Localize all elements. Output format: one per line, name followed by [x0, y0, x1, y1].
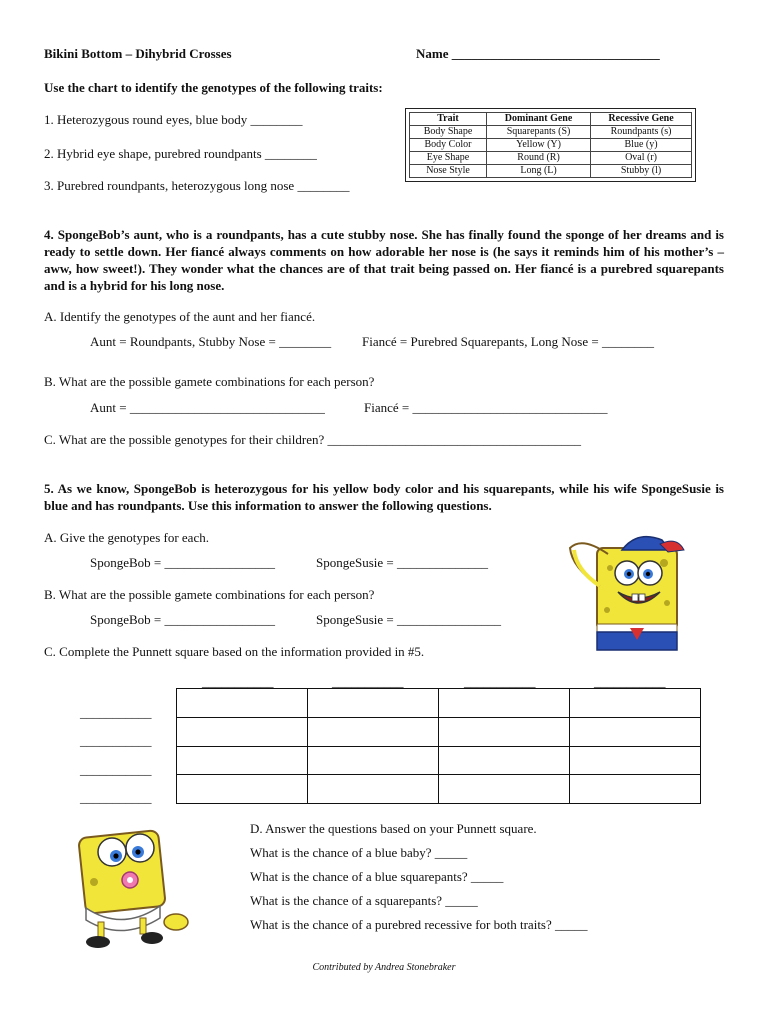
- punnett-row-label[interactable]: ___________: [80, 790, 152, 805]
- q5-c-prompt: C. Complete the Punnett square based on the information provided in #5.: [44, 644, 425, 659]
- table-cell: Oval (r): [591, 152, 692, 165]
- punnett-cell[interactable]: [308, 746, 439, 775]
- question-2[interactable]: 2. Hybrid eye shape, purebred roundpants ________: [44, 146, 317, 161]
- table-cell: Squarepants (S): [486, 126, 590, 139]
- punnett-cell[interactable]: [177, 717, 308, 746]
- punnett-cell[interactable]: [439, 689, 570, 718]
- trait-table-header: [410, 113, 692, 126]
- question-3[interactable]: 3. Purebred roundpants, heterozygous long nose ________: [44, 178, 350, 193]
- q5-d2-answer[interactable]: What is the chance of a blue squarepants? _____: [250, 869, 504, 884]
- footer-credit: Contributed by Andrea Stonebraker: [312, 962, 456, 973]
- punnett-cell[interactable]: [177, 775, 308, 804]
- q5-d1-answer[interactable]: What is the chance of a blue baby? _____: [250, 845, 468, 860]
- q5-d-prompt: D. Answer the questions based on your Punnett square.: [250, 821, 537, 836]
- table-cell: Stubby (l): [591, 165, 692, 178]
- punnett-cell[interactable]: [439, 746, 570, 775]
- question-5-text: 5. As we know, SpongeBob is heterozygous for his yellow body color and his squarepants, while his wife SpongeSusie is blue and has roundpants. Use this information to answer the following questions.: [44, 481, 724, 513]
- q5-a-spongebob-answer[interactable]: SpongeBob = _________________: [90, 555, 276, 570]
- q5-b-prompt: B. What are the possible gamete combinations for each person?: [44, 587, 375, 602]
- punnett-cell[interactable]: [308, 689, 439, 718]
- table-cell: Round (R): [486, 152, 590, 165]
- table-row: [410, 126, 692, 139]
- table-header-cell: Trait: [410, 113, 487, 126]
- baby-spongebob-image: [64, 822, 214, 952]
- q4-a-fiance-answer[interactable]: Fiancé = Purebred Squarepants, Long Nose = ________: [362, 334, 654, 349]
- table-cell: Body Color: [410, 139, 487, 152]
- q4-a-aunt-answer[interactable]: Aunt = Roundpants, Stubby Nose = ________: [90, 334, 332, 349]
- table-row: [410, 152, 692, 165]
- punnett-cell[interactable]: [308, 775, 439, 804]
- spongebob-saluting-image: [552, 528, 702, 653]
- worksheet-title: Bikini Bottom – Dihybrid Crosses: [44, 46, 232, 61]
- q4-a-prompt: A. Identify the genotypes of the aunt and her fiancé.: [44, 309, 316, 324]
- punnett-cell[interactable]: [570, 717, 701, 746]
- question-1[interactable]: 1. Heterozygous round eyes, blue body ________: [44, 112, 303, 127]
- punnett-row: [177, 746, 701, 775]
- q5-a-spongesusie-answer[interactable]: SpongeSusie = ______________: [316, 555, 489, 570]
- name-field[interactable]: Name ________________________________: [416, 46, 660, 61]
- punnett-col-label[interactable]: ___________: [594, 674, 666, 689]
- table-cell: Nose Style: [410, 165, 487, 178]
- punnett-cell[interactable]: [308, 717, 439, 746]
- q5-b-spongebob-answer[interactable]: SpongeBob = _________________: [90, 612, 276, 627]
- table-cell: Yellow (Y): [486, 139, 590, 152]
- punnett-row-label[interactable]: ___________: [80, 733, 152, 748]
- table-row: [410, 139, 692, 152]
- punnett-row-label[interactable]: ___________: [80, 762, 152, 777]
- table-header-cell: Dominant Gene: [486, 113, 590, 126]
- punnett-cell[interactable]: [570, 689, 701, 718]
- q4-b-aunt-answer[interactable]: Aunt = ______________________________: [90, 400, 325, 415]
- punnett-square: [176, 688, 701, 804]
- q5-d4-answer[interactable]: What is the chance of a purebred recessive for both traits? _____: [250, 917, 588, 932]
- table-cell: Body Shape: [410, 126, 487, 139]
- punnett-col-label[interactable]: ___________: [464, 674, 536, 689]
- table-cell: Roundpants (s): [591, 126, 692, 139]
- punnett-cell[interactable]: [177, 689, 308, 718]
- punnett-row-label[interactable]: ___________: [80, 705, 152, 720]
- punnett-cell[interactable]: [570, 775, 701, 804]
- q4-b-prompt: B. What are the possible gamete combinations for each person?: [44, 374, 375, 389]
- punnett-cell[interactable]: [570, 746, 701, 775]
- q4-b-fiance-answer[interactable]: Fiancé = ______________________________: [364, 400, 608, 415]
- trait-table: [409, 112, 692, 178]
- punnett-row: [177, 717, 701, 746]
- table-row: [410, 165, 692, 178]
- q5-a-prompt: A. Give the genotypes for each.: [44, 530, 209, 545]
- punnett-col-label[interactable]: ___________: [202, 674, 274, 689]
- table-header-cell: Recessive Gene: [591, 113, 692, 126]
- table-cell: Eye Shape: [410, 152, 487, 165]
- punnett-cell[interactable]: [177, 746, 308, 775]
- q5-b-spongesusie-answer[interactable]: SpongeSusie = ________________: [316, 612, 502, 627]
- question-4-text: 4. SpongeBob’s aunt, who is a roundpants, has a cute stubby nose. She has finally found the sponge of her dreams and is ready to settle down. Her fiancé always comments on how adorable her nose is (he says it reminds him of his mother’s – aww, how sweet!). They wonder what the chances are of that trait being passed on. Her fiancé is a purebred squarepants and is a hybrid for his long nose.: [44, 227, 724, 293]
- q5-d3-answer[interactable]: What is the chance of a squarepants? _____: [250, 893, 478, 908]
- punnett-cell[interactable]: [439, 717, 570, 746]
- q4-c-answer[interactable]: C. What are the possible genotypes for their children? _______________________________________: [44, 432, 582, 447]
- punnett-col-label[interactable]: ___________: [332, 674, 404, 689]
- punnett-row: [177, 775, 701, 804]
- punnett-cell[interactable]: [439, 775, 570, 804]
- table-cell: Blue (y): [591, 139, 692, 152]
- table-cell: Long (L): [486, 165, 590, 178]
- punnett-row: [177, 689, 701, 718]
- instructions: Use the chart to identify the genotypes of the following traits:: [44, 80, 383, 95]
